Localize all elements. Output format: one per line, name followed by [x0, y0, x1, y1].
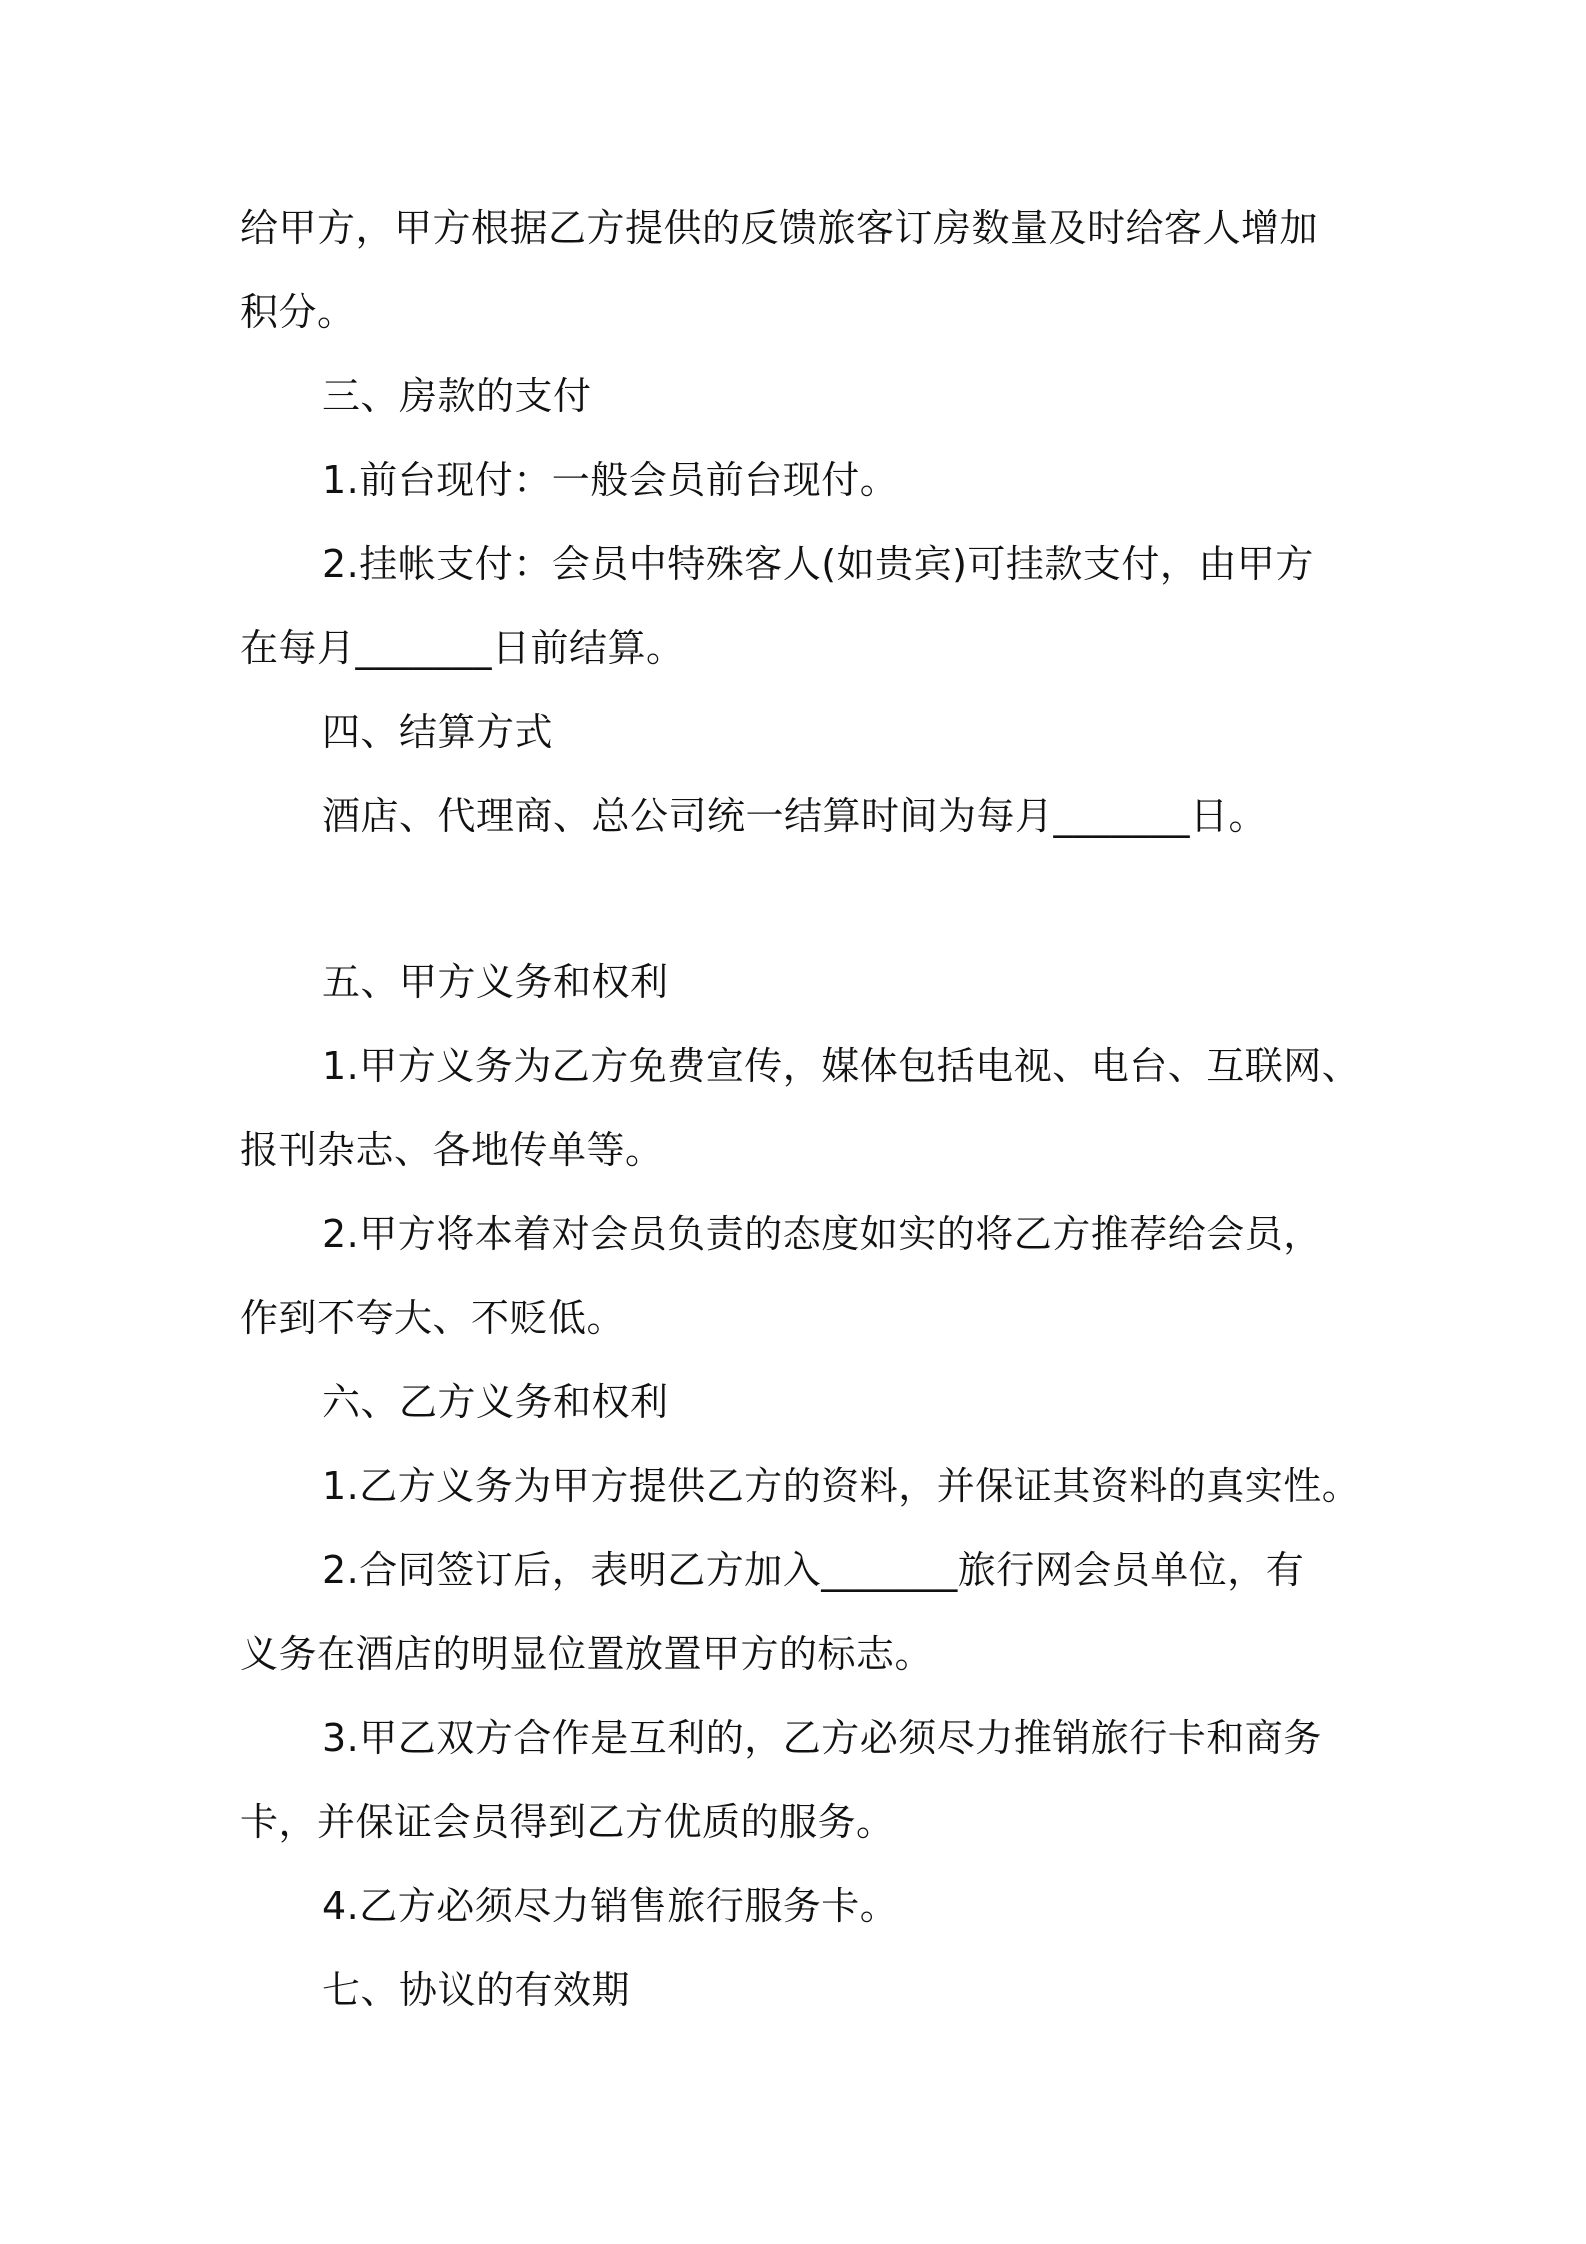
paragraph-line: 在每月_______日前结算。 [240, 626, 685, 670]
paragraph-line: 酒店、代理商、总公司统一结算时间为每月_______日。 [322, 794, 1268, 838]
section-heading: 七、协议的有效期 [322, 1968, 631, 2012]
paragraph-line: 1.甲方义务为乙方免费宣传，媒体包括电视、电台、互联网、 [322, 1044, 1361, 1088]
paragraph-line: 作到不夸大、不贬低。 [240, 1296, 626, 1340]
section-heading: 五、甲方义务和权利 [322, 960, 669, 1004]
paragraph-line: 4.乙方必须尽力销售旅行服务卡。 [322, 1884, 899, 1928]
paragraph-line: 3.甲乙双方合作是互利的，乙方必须尽力推销旅行卡和商务 [322, 1716, 1322, 1760]
paragraph-line: 1.乙方义务为甲方提供乙方的资料，并保证其资料的真实性。 [322, 1464, 1361, 1508]
paragraph-line: 卡，并保证会员得到乙方优质的服务。 [240, 1800, 895, 1844]
paragraph-line: 报刊杂志、各地传单等。 [240, 1128, 664, 1172]
paragraph-line: 义务在酒店的明显位置放置甲方的标志。 [240, 1632, 934, 1676]
paragraph-line: 2.挂帐支付：会员中特殊客人(如贵宾)可挂款支付，由甲方 [322, 542, 1314, 586]
section-heading: 六、乙方义务和权利 [322, 1380, 669, 1424]
paragraph-line: 2.合同签订后，表明乙方加入_______旅行网会员单位，有 [322, 1548, 1305, 1592]
paragraph-line: 2.甲方将本着对会员负责的态度如实的将乙方推荐给会员， [322, 1212, 1322, 1256]
paragraph-line: 给甲方，甲方根据乙方提供的反馈旅客订房数量及时给客人增加 [240, 206, 1319, 250]
section-heading: 四、结算方式 [322, 710, 554, 754]
section-heading: 三、房款的支付 [322, 374, 592, 418]
paragraph-line: 积分。 [240, 290, 356, 334]
paragraph-line: 1.前台现付：一般会员前台现付。 [322, 458, 899, 502]
